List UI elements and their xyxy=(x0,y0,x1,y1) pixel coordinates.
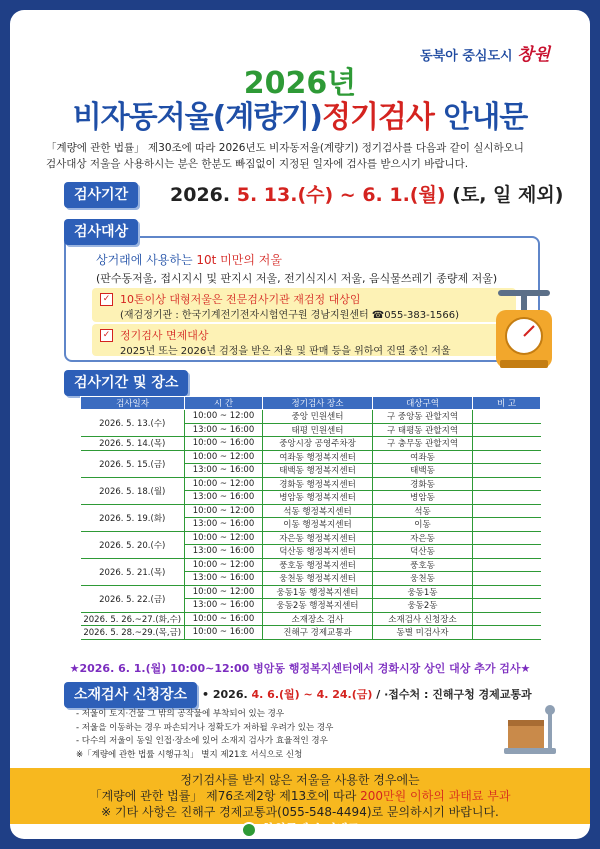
item-sub: (재검정기관 : 한국기계전기전자시험연구원 경남지원센터 ☎055-383-1566) xyxy=(120,310,460,321)
schedule-tag: 검사기간 및 장소 xyxy=(64,370,188,396)
title-part-red: 정기검사 xyxy=(321,100,434,135)
onsite-dates: 4. 6.(월) ~ 4. 24.(금) xyxy=(251,688,373,701)
area-cell: 구 충무동 관할지역 xyxy=(373,437,473,451)
period-dates xyxy=(170,180,563,207)
col-header: 정기검사 장소 xyxy=(263,397,373,410)
note-cell xyxy=(473,437,541,451)
area-cell: 태백동 xyxy=(373,464,473,478)
intro-text xyxy=(46,140,566,172)
place-cell: 경화동 행정복지센터 xyxy=(263,477,373,491)
time-cell: 13:00 ~ 16:00 xyxy=(185,572,263,586)
area-cell: 덕산동 xyxy=(373,545,473,559)
intro-line: 검사대상 저울을 사용하시는 분은 한분도 빠짐없이 지정된 일자에 검사를 받으시기 바랍니다. xyxy=(46,158,469,170)
onsite-tag: 소재검사 신청장소 xyxy=(64,682,197,708)
target-box xyxy=(64,236,540,362)
note-cell xyxy=(473,612,541,626)
area-cell: 웅천동 xyxy=(373,572,473,586)
date-cell: 2026. 5. 19.(화) xyxy=(81,504,185,531)
check-icon: ✓ xyxy=(100,293,113,306)
period-range: 5. 13.(수) ~ 6. 1.(월) xyxy=(236,184,446,206)
note-cell xyxy=(473,585,541,599)
date-cell: 2026. 5. 15.(금) xyxy=(81,450,185,477)
onsite-period xyxy=(202,686,532,702)
note-cell xyxy=(473,626,541,640)
item-title: 정기검사 면제대상 xyxy=(120,329,209,342)
place-cell: 덕산동 행정복지센터 xyxy=(263,545,373,559)
area-cell: 자은동 xyxy=(373,531,473,545)
place-cell: 진해구 경제교통과 xyxy=(263,626,373,640)
place-cell: 여좌동 행정복지센터 xyxy=(263,450,373,464)
brand-prefix: 동북아 중심도시 xyxy=(420,49,513,64)
area-cell: 병암동 xyxy=(373,491,473,505)
note-cell xyxy=(473,410,541,424)
col-header: 비 고 xyxy=(473,397,541,410)
area-cell: 풍호동 xyxy=(373,558,473,572)
time-cell: 13:00 ~ 16:00 xyxy=(185,464,263,478)
page-title xyxy=(10,92,590,136)
note-cell xyxy=(473,450,541,464)
footer xyxy=(0,820,600,838)
footer-text: 창원특례시 진해구 xyxy=(262,822,360,836)
col-header: 검사일자 xyxy=(81,397,185,410)
note-cell xyxy=(473,477,541,491)
date-cell: 2026. 5. 20.(수) xyxy=(81,531,185,558)
note-cell xyxy=(473,423,541,437)
date-cell: 2026. 5. 13.(수) xyxy=(81,410,185,437)
scale-icon xyxy=(488,280,560,376)
area-cell: 석동 xyxy=(373,504,473,518)
table-row xyxy=(81,437,541,451)
time-cell: 13:00 ~ 16:00 xyxy=(185,545,263,559)
time-cell: 10:00 ~ 12:00 xyxy=(185,531,263,545)
note-cell xyxy=(473,531,541,545)
time-cell: 10:00 ~ 16:00 xyxy=(185,437,263,451)
place-cell: 웅동2동 행정복지센터 xyxy=(263,599,373,613)
col-header: 시 간 xyxy=(185,397,263,410)
target-item-exempt xyxy=(92,324,516,356)
area-cell: 동별 미검사자 xyxy=(373,626,473,640)
time-cell: 10:00 ~ 12:00 xyxy=(185,558,263,572)
place-cell: 태평 민원센터 xyxy=(263,423,373,437)
list-item: ※「계량에 관한 법률 시행규칙」 별지 제21호 서식으로 신청 xyxy=(76,749,303,760)
list-item: - 저울이 토지·건물 그 밖의 공작물에 부착되어 있는 경우 xyxy=(76,709,285,719)
note-cell xyxy=(473,545,541,559)
item-sub: 2025년 또는 2026년 검정을 받은 저울 및 판매 등을 위하여 진열 중인 저울 xyxy=(120,346,451,357)
time-cell: 13:00 ~ 16:00 xyxy=(185,599,263,613)
time-cell: 13:00 ~ 16:00 xyxy=(185,423,263,437)
table-row xyxy=(81,585,541,599)
note-cell xyxy=(473,464,541,478)
area-cell: 여좌동 xyxy=(373,450,473,464)
box-scale-icon xyxy=(500,700,560,760)
place-cell: 석동 행정복지센터 xyxy=(263,504,373,518)
warning-line xyxy=(10,788,590,804)
list-item: - 다수의 저울이 동일 인접·장소에 있어 소재지 검사가 효율적인 경우 xyxy=(76,736,328,746)
time-cell: 13:00 ~ 16:00 xyxy=(185,491,263,505)
period-tag: 검사기간 xyxy=(64,182,138,208)
time-cell: 10:00 ~ 12:00 xyxy=(185,477,263,491)
warning-line: 정기검사를 받지 않은 저울을 사용한 경우에는 xyxy=(180,773,420,787)
date-cell: 2026. 5. 18.(월) xyxy=(81,477,185,504)
note-cell xyxy=(473,491,541,505)
place-cell: 풍호동 행정복지센터 xyxy=(263,558,373,572)
table-row xyxy=(81,504,541,518)
table-row xyxy=(81,477,541,491)
place-cell: 웅동1동 행정복지센터 xyxy=(263,585,373,599)
onsite-conditions xyxy=(76,708,333,762)
time-cell: 10:00 ~ 16:00 xyxy=(185,626,263,640)
date-cell: 2026. 5. 22.(금) xyxy=(81,585,185,612)
time-cell: 13:00 ~ 16:00 xyxy=(185,518,263,532)
time-cell: 10:00 ~ 12:00 xyxy=(185,450,263,464)
intro-line: 「계량에 관한 법률」 제30조에 따라 2026년도 비자동저울(계량기) 정기검사를 다음과 같이 실시하오니 xyxy=(46,142,524,154)
city-logo-icon xyxy=(241,822,257,838)
period-note: (토, 일 제외) xyxy=(452,184,564,206)
extra-inspection-notice: ★2026. 6. 1.(월) 10:00~12:00 병암동 행정복지센터에서 경화시장 상인 대상 추가 검사★ xyxy=(69,662,531,675)
note-cell xyxy=(473,599,541,613)
onsite-year: 2026. xyxy=(212,688,248,701)
period-year: 2026. xyxy=(170,184,231,206)
place-cell: 소재장소 검사 xyxy=(263,612,373,626)
warning-contact: ※ 기타 사항은 진해구 경제교통과(055-548-4494)로 문의하시기 바랍니다. xyxy=(101,805,499,819)
date-cell: 2026. 5. 28.~29.(목,금) xyxy=(81,626,185,640)
area-cell: 구 중앙동 관할지역 xyxy=(373,410,473,424)
table-header-row xyxy=(81,397,541,410)
title-part-end: 안내문 xyxy=(443,100,528,135)
target-item-large xyxy=(92,288,516,322)
table-row xyxy=(81,410,541,424)
brand-name: 창원 xyxy=(517,45,550,65)
table-row xyxy=(81,558,541,572)
area-cell: 이동 xyxy=(373,518,473,532)
warning-law: 「계량에 관한 법률」 제76조제2항 제13호에 따라 xyxy=(89,789,357,803)
target-line1 xyxy=(96,251,282,268)
place-cell: 병암동 행정복지센터 xyxy=(263,491,373,505)
note-cell xyxy=(473,504,541,518)
target-line1-b: 10t 미만의 저울 xyxy=(196,253,282,267)
list-item: - 저울을 이동하는 경우 파손되거나 정확도가 저하될 우려가 있는 경우 xyxy=(76,722,334,733)
title-year: 2026년 xyxy=(243,66,357,101)
penalty-warning xyxy=(10,768,590,824)
title-part-1: 비자동저울(계량기) xyxy=(72,100,322,135)
area-cell: 웅동1동 xyxy=(373,585,473,599)
poster xyxy=(10,10,590,839)
area-cell: 구 태평동 관할지역 xyxy=(373,423,473,437)
place-cell: 중앙 민원센터 xyxy=(263,410,373,424)
time-cell: 10:00 ~ 16:00 xyxy=(185,612,263,626)
table-row xyxy=(81,531,541,545)
col-header: 대상구역 xyxy=(373,397,473,410)
onsite-place: / ·접수처 : 진해구청 경제교통과 xyxy=(376,688,532,701)
warning-fine: 200만원 이하의 과태료 부과 xyxy=(360,789,511,803)
date-cell: 2026. 5. 26.~27.(화,수) xyxy=(81,612,185,626)
date-cell: 2026. 5. 21.(목) xyxy=(81,558,185,585)
area-cell: 소재검사 신청장소 xyxy=(373,612,473,626)
check-icon: ✓ xyxy=(100,329,113,342)
table-row xyxy=(81,612,541,626)
item-title: 10톤이상 대형저울은 전문검사기관 재검정 대상임 xyxy=(120,293,361,306)
target-line2: (판수동저울, 접시지시 및 판지시 저울, 전기식지시 저울, 음식물쓰레기 종량제 저울) xyxy=(96,272,498,285)
time-cell: 10:00 ~ 12:00 xyxy=(185,504,263,518)
area-cell: 경화동 xyxy=(373,477,473,491)
place-cell: 자은동 행정복지센터 xyxy=(263,531,373,545)
place-cell: 웅천동 행정복지센터 xyxy=(263,572,373,586)
target-tag: 검사대상 xyxy=(64,219,138,245)
schedule-table xyxy=(80,396,541,640)
note-cell xyxy=(473,518,541,532)
place-cell: 이동 행정복지센터 xyxy=(263,518,373,532)
target-line1-a: 상거래에 사용하는 xyxy=(96,253,193,267)
time-cell: 10:00 ~ 12:00 xyxy=(185,585,263,599)
note-cell xyxy=(473,558,541,572)
bullet: • xyxy=(202,688,210,701)
place-cell: 중앙시장 공영주차장 xyxy=(263,437,373,451)
note-cell xyxy=(473,572,541,586)
date-cell: 2026. 5. 14.(목) xyxy=(81,437,185,451)
place-cell: 태백동 행정복지센터 xyxy=(263,464,373,478)
table-row xyxy=(81,626,541,640)
table-row xyxy=(81,450,541,464)
time-cell: 10:00 ~ 12:00 xyxy=(185,410,263,424)
area-cell: 웅동2동 xyxy=(373,599,473,613)
